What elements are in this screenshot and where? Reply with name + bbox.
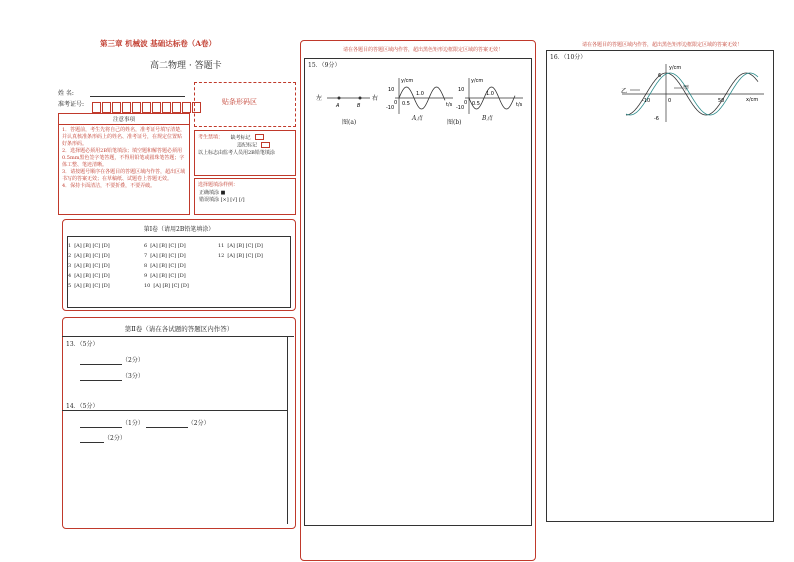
mc-question-row[interactable] xyxy=(68,243,110,249)
q16-ylabel: y/cm xyxy=(669,65,682,71)
barcode-label: 贴条形码区 xyxy=(222,98,257,106)
mc-question-number: 1 xyxy=(68,243,72,249)
q13-label: 13．（5分） xyxy=(66,341,99,348)
part1-title: 第Ⅰ卷（请用2B铅笔填涂） xyxy=(143,226,215,233)
col3-warning: 请在各题目的答题区域内作答，超出黑色矩形边框限定区域的答案无效！ xyxy=(581,42,742,48)
notice-item: 3．请按题号顺序在各题目的答题区域内作答，超出区域书写的答案无效；在草稿纸、试题卷上答题无效。 xyxy=(62,169,186,182)
graph-b-ylabel: y/cm xyxy=(471,78,484,84)
q14-label: 14．（5分） xyxy=(66,403,99,410)
q16-xlabel: x/cm xyxy=(746,97,759,103)
q14-score-1: （1分） xyxy=(122,420,144,427)
graph-a xyxy=(385,76,457,118)
graph-b-tlabel: t/s xyxy=(516,102,523,108)
graph-a-tick-neg10: -10 xyxy=(386,105,395,111)
graph-b-tick-neg10: -10 xyxy=(456,105,465,111)
notice-item: 4．保持卡面清洁，不要折叠，不要弄破。 xyxy=(62,183,156,189)
graph-b-tick-05: 0.5 xyxy=(472,101,480,107)
fig-a-point-b: B xyxy=(357,103,361,109)
mc-options[interactable]: [A] [B] [C] [D] xyxy=(150,263,186,269)
graph-a-tick-10: 10 xyxy=(388,87,395,93)
graph-a-tick-1: 1.0 xyxy=(416,91,424,97)
fig-b-caption: 图(b) xyxy=(447,119,462,126)
graph-b-tick-10: 10 xyxy=(458,87,465,93)
exam-marks-label: 考生禁填： xyxy=(198,134,224,141)
graph-a-tick-05: 0.5 xyxy=(402,101,410,107)
q13-score-2: （3分） xyxy=(122,373,144,380)
mc-options[interactable]: [A] [B] [C] [D] xyxy=(150,273,186,279)
mc-question-row[interactable] xyxy=(144,263,186,269)
id-label: 准考证号: xyxy=(58,101,85,108)
graph-q16 xyxy=(618,62,768,124)
mc-options[interactable]: [A] [B] [C] [D] xyxy=(74,283,110,289)
q14-score-3: （2分） xyxy=(104,435,126,442)
q15-box xyxy=(304,58,532,526)
mc-question-number: 6 xyxy=(144,243,148,249)
q16-tick-0: 0 xyxy=(668,98,672,104)
mc-question-number: 11 xyxy=(218,243,225,249)
name-field[interactable] xyxy=(90,96,185,97)
mc-question-number: 3 xyxy=(68,263,72,269)
fill-wrong: 错误填涂 [×] [√] [/] xyxy=(199,197,245,203)
q13-answer-2[interactable] xyxy=(80,373,144,381)
fig-a-left: 左 xyxy=(316,95,323,102)
mc-question-row[interactable] xyxy=(144,273,186,279)
fig-a-caption: 图(a) xyxy=(342,119,357,126)
q16-label-jia: 甲 xyxy=(683,85,690,92)
q14-answer-2[interactable] xyxy=(80,435,126,443)
mc-question-number: 8 xyxy=(144,263,148,269)
chapter-title: 第三章 机械波 基础达标卷（A卷） xyxy=(100,39,217,48)
mc-options[interactable]: [A] [B] [C] [D] xyxy=(153,283,189,289)
figure-a xyxy=(315,88,385,118)
q16-tick-6: 6 xyxy=(658,73,662,79)
mc-question-row[interactable] xyxy=(68,273,110,279)
q14-answer-1[interactable] xyxy=(80,420,210,428)
notice-box xyxy=(58,113,190,215)
q13-score-1: （2分） xyxy=(122,357,144,364)
mc-question-row[interactable] xyxy=(68,283,110,289)
mc-options[interactable]: [A] [B] [C] [D] xyxy=(227,243,263,249)
q16-tick-neg6: -6 xyxy=(654,116,659,122)
exam-marks-box xyxy=(194,130,296,176)
q14-score-2: （2分） xyxy=(187,420,210,427)
mc-question-row[interactable] xyxy=(68,263,110,269)
graph-b-tick-1: 1.0 xyxy=(486,91,494,97)
q16-tick-neg10: -10 xyxy=(642,98,651,104)
col2-warning: 请在各题目的答题区域内作答，超出黑色矩形边框限定区域的答案无效！ xyxy=(342,47,503,53)
notice-title: 注意事项 xyxy=(59,114,189,125)
mc-options[interactable]: [A] [B] [C] [D] xyxy=(74,253,110,259)
a-point-caption: A点 xyxy=(412,115,423,122)
mc-options[interactable]: [A] [B] [C] [D] xyxy=(74,243,110,249)
subject-title: 高二物理 · 答题卡 xyxy=(150,61,222,71)
q13-answer-1[interactable] xyxy=(80,357,144,365)
mc-options[interactable]: [A] [B] [C] [D] xyxy=(150,253,186,259)
mc-question-row[interactable] xyxy=(144,283,189,289)
mc-options[interactable]: [A] [B] [C] [D] xyxy=(74,273,110,279)
absent-checkbox[interactable] xyxy=(255,134,264,140)
fill-example-title: 选择题填涂样例： xyxy=(198,182,239,188)
mc-question-number: 4 xyxy=(68,273,72,279)
fig-a-point-a: A xyxy=(336,103,340,109)
fill-example-box xyxy=(194,178,296,215)
name-label: 姓 名: xyxy=(58,90,74,97)
q16-tick-50: 50 xyxy=(718,98,725,104)
graph-b xyxy=(455,76,527,118)
graph-a-tlabel: t/s xyxy=(446,102,453,108)
mc-options[interactable]: [A] [B] [C] [D] xyxy=(74,263,110,269)
graph-a-ylabel: y/cm xyxy=(401,78,414,84)
mc-question-number: 7 xyxy=(144,253,148,259)
part2-right-border xyxy=(287,336,288,524)
graph-b-origin: 0 xyxy=(464,100,468,106)
mc-options[interactable]: [A] [B] [C] [D] xyxy=(227,253,263,259)
mc-options[interactable]: [A] [B] [C] [D] xyxy=(150,243,186,249)
q16-label-yi: 乙 xyxy=(621,88,628,95)
notice-item: 1．答题前，考生先将自己的姓名，准考证号填写清楚，并认真核准条形码上的姓名、准考证号，在规定位置贴好条形码。 xyxy=(62,127,186,147)
fill-correct: 正确填涂 ■ xyxy=(199,190,226,196)
b-point-caption: B点 xyxy=(482,115,493,122)
mc-question-row[interactable] xyxy=(144,253,186,259)
fig-a-right: 右 xyxy=(372,95,379,102)
mc-question-row[interactable] xyxy=(144,243,186,249)
q15-label: 15．（9分） xyxy=(308,62,341,69)
q16-label: 16．（10分） xyxy=(550,54,587,61)
part2-title: 第Ⅱ卷（请在各试题的答题区内作答） xyxy=(124,325,234,333)
mc-question-number: 9 xyxy=(144,273,148,279)
mc-question-row[interactable] xyxy=(68,253,110,259)
mc-question-number: 10 xyxy=(144,283,151,289)
mc-question-number: 12 xyxy=(218,253,225,259)
mc-question-row[interactable] xyxy=(218,253,263,259)
mc-question-number: 2 xyxy=(68,253,72,259)
graph-a-origin: 0 xyxy=(394,100,398,106)
violation-checkbox[interactable] xyxy=(261,142,270,148)
mc-question-row[interactable] xyxy=(218,243,263,249)
notice-item: 2．选择题必须用2B铅笔填涂；填空题和解答题必须用0.5mm黑色签字笔答题，不得用铅笔或圆珠笔答题；字体工整、笔迹清晰。 xyxy=(62,148,185,168)
exam-marks-note: 以上标志由监考人员用2B铅笔填涂 xyxy=(198,150,275,156)
mc-question-number: 5 xyxy=(68,283,72,289)
absent-label: 缺考标记 xyxy=(230,134,251,141)
violation-label: 违纪标记 xyxy=(237,142,258,148)
